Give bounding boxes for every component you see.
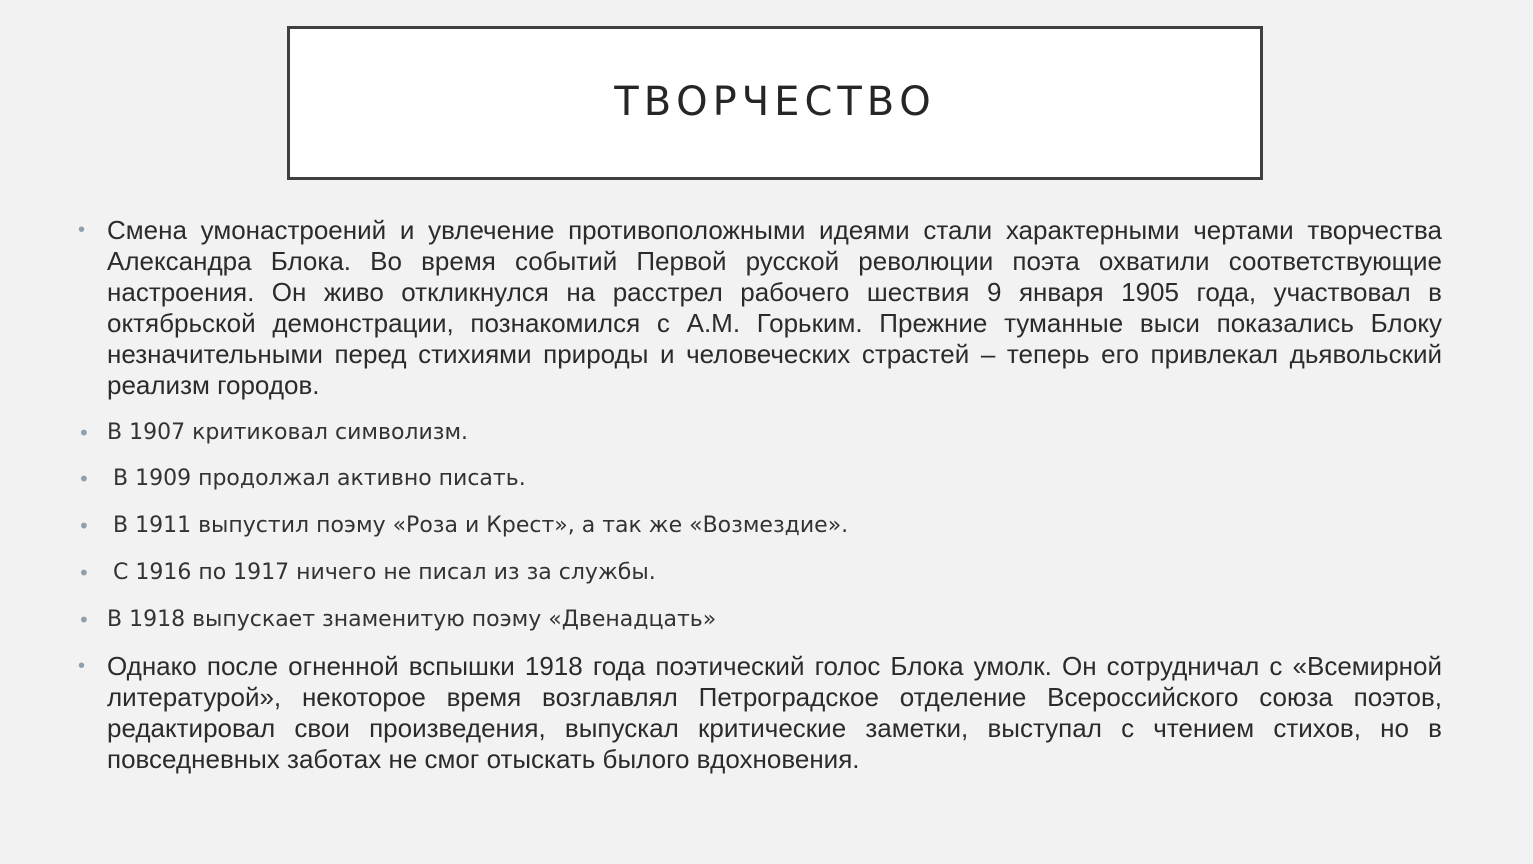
bullet-item-5 bbox=[78, 558, 1442, 588]
bullet-item-3 bbox=[78, 464, 1442, 494]
slide-title: ТВОРЧЕСТВО bbox=[614, 79, 936, 125]
bullet-item-4 bbox=[78, 511, 1442, 541]
bullet-item-1: • Смена умонастроений и увлечение противоположными идеями стали характерными чертами творчества Александра Блока. Во время событий Первой русской революции поэта охватили соответствующие настроения. Он живо откликнулся на расстрел рабочего шествия 9 января 1905 года, участвовал в октябрьской демонстрации, познакомился с А.М. Горьким. Прежние туманные выси показались Блоку незначительными перед стихиями природы и человеческих страстей – теперь его привлекал дьявольский реализм городов. bbox=[78, 215, 1442, 401]
bullet-item-5-text: С 1916 по 1917 ничего не писал из за службы. bbox=[113, 560, 656, 585]
bullet-item-7: • Однако после огненной вспышки 1918 года поэтический голос Блока умолк. Он сотрудничал с «Всемирной литературой», некоторое время возглавлял Петроградское отделение Всероссийского союза поэтов, редактировал свои произведения, выпускал критические заметки, выступал с чтением стихов, но в повседневных заботах не смог отыскать былого вдохновения. bbox=[78, 651, 1442, 775]
bullet-item-4-text: В 1911 выпустил поэму «Роза и Крест», а так же «Возмездие». bbox=[113, 513, 849, 538]
title-box bbox=[287, 26, 1263, 180]
bullet-item-3-text: В 1909 продолжал активно писать. bbox=[113, 466, 526, 491]
bullet-item-2: • В 1907 критиковал символизм. bbox=[78, 418, 1442, 448]
bullet-item-6: • В 1918 выпускает знаменитую поэму «Двенадцать» bbox=[78, 605, 1442, 635]
bullet-list bbox=[78, 215, 1442, 775]
